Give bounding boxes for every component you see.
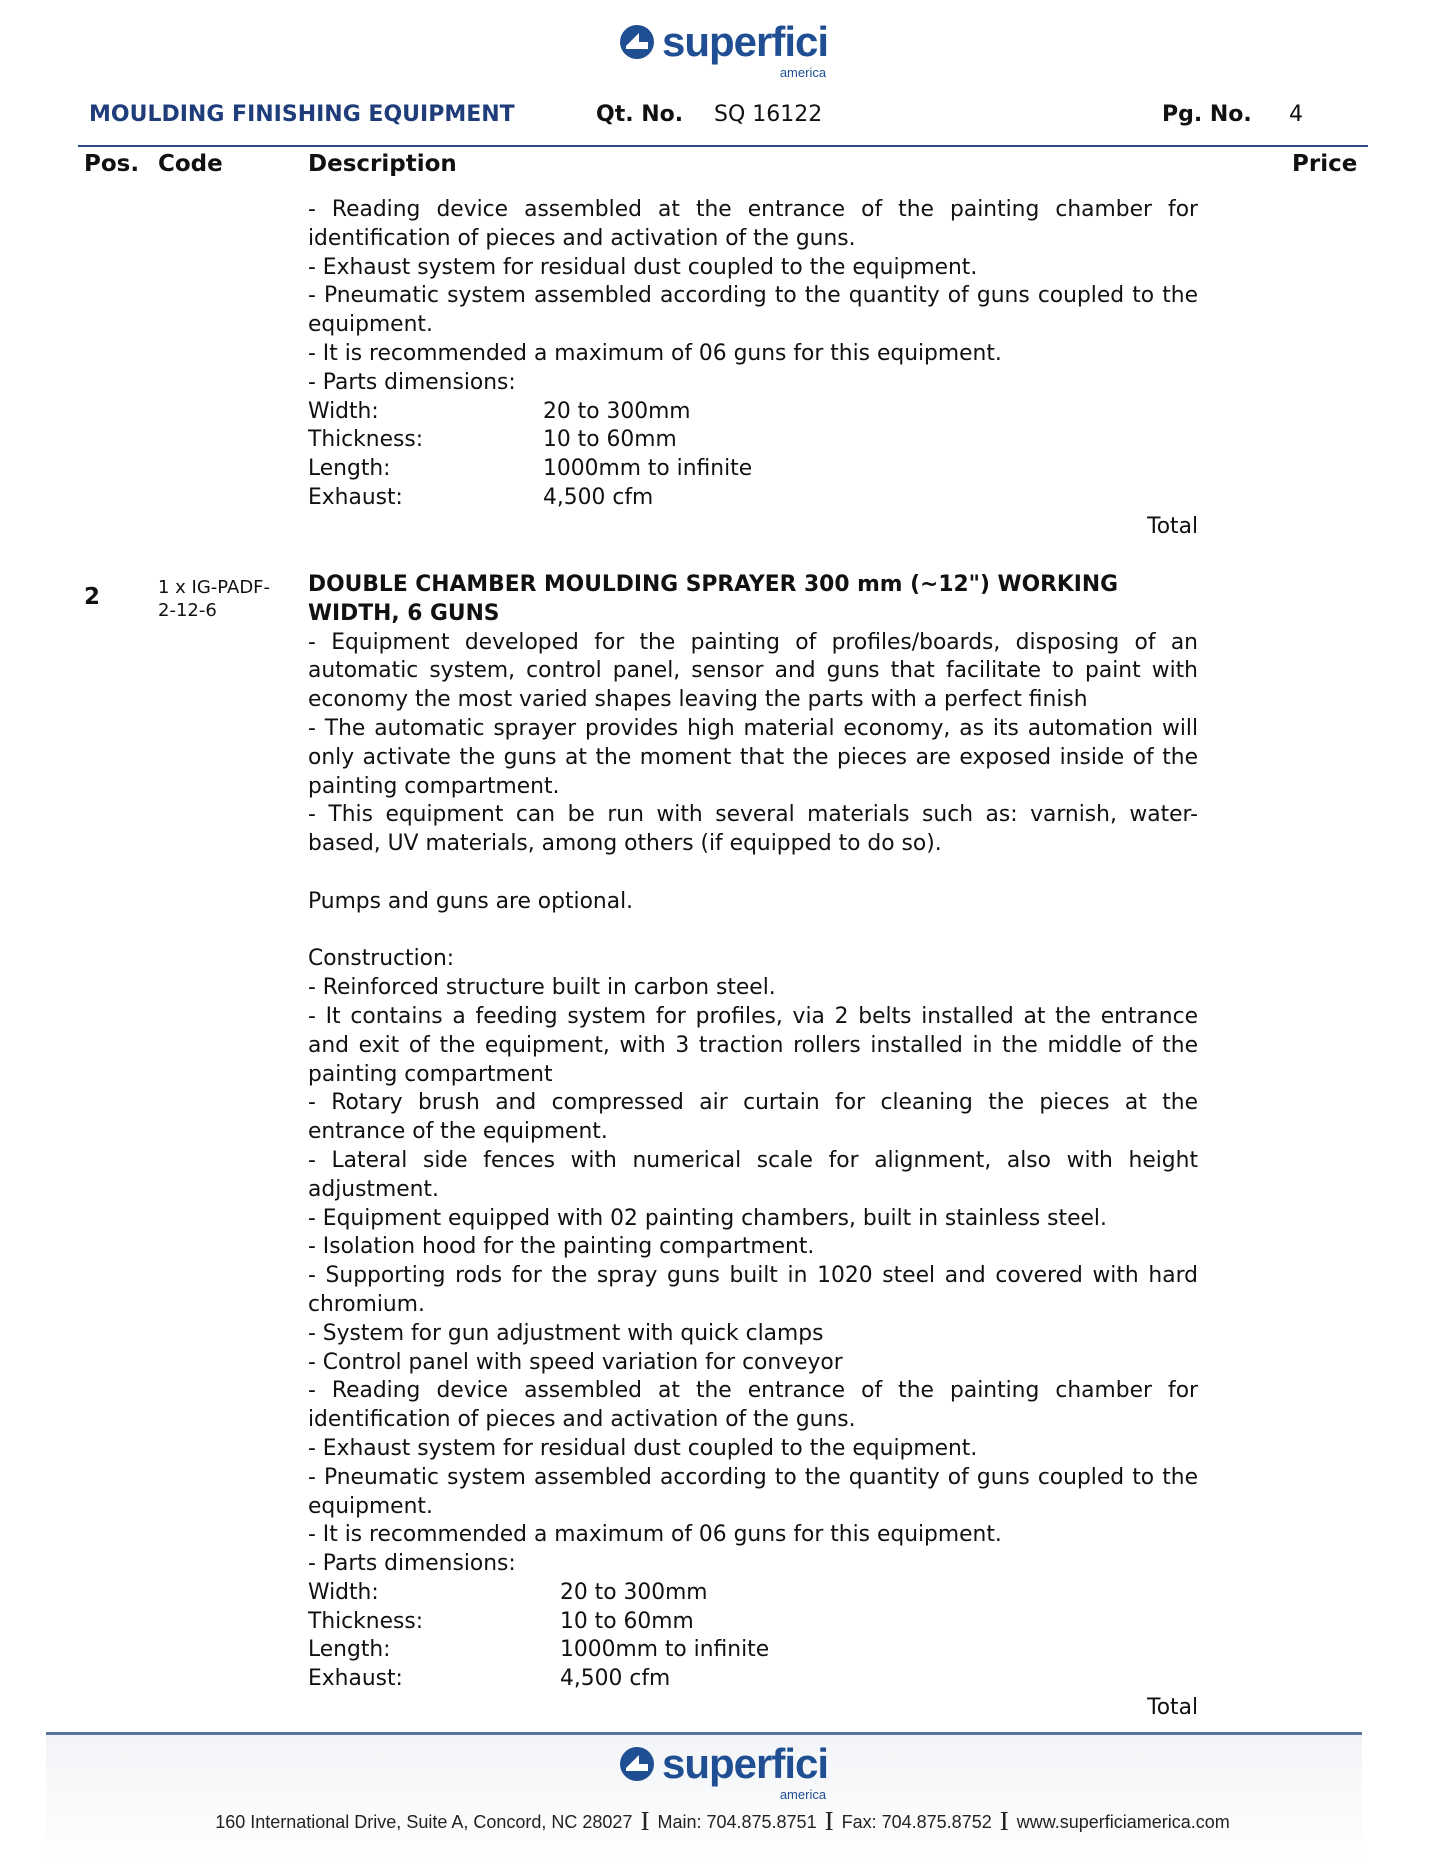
dimension-row (308, 1579, 1198, 1608)
dimension-row (308, 484, 1198, 513)
total-label: Total (1147, 1695, 1198, 1721)
description-line: - This equipment can be run with several materials such as: varnish, water-based, UV materials, among others (if equipped to do so). (308, 802, 1198, 857)
separator: I (999, 1806, 1009, 1836)
pumps-note: Pumps and guns are optional. (308, 888, 634, 914)
description-line: - Reading device assembled at the entrance of the painting chamber for identification of pieces and activation of the guns. (308, 197, 1198, 251)
logo-wordmark: superfici (662, 18, 829, 65)
header-logo (0, 18, 1445, 80)
construction-line: - Control panel with speed variation for conveyor (308, 1349, 843, 1375)
logo-subtitle: america (779, 65, 827, 80)
item-code-line: 2-12-6 (158, 600, 217, 621)
dimension-value: 4,500 cfm (560, 1666, 671, 1692)
dimension-value: 4,500 cfm (543, 484, 654, 510)
item-code-line: 1 x IG-PADF- (158, 577, 271, 598)
dimension-value: 10 to 60mm (560, 1608, 694, 1634)
description-line: - The automatic sprayer provides high material economy, as its automation will only activate the guns at the moment that the pieces are exposed inside of the painting compartment. (308, 715, 1198, 799)
footer-fax: Fax: 704.875.8752 (841, 1812, 992, 1832)
item-position: 2 (84, 584, 101, 610)
superfici-logo-icon (617, 1744, 657, 1784)
dimension-value: 10 to 60mm (543, 427, 677, 453)
total-label: Total (1147, 513, 1198, 539)
dimension-row (308, 398, 1198, 427)
logo-subtitle: america (779, 1787, 827, 1802)
construction-line: - Supporting rods for the spray guns built in 1020 steel and covered with hard chromium. (308, 1263, 1198, 1317)
description-line: - Parts dimensions: (308, 369, 516, 395)
footer-website[interactable]: www.superficiamerica.com (1016, 1812, 1230, 1832)
construction-line: - It is recommended a maximum of 06 guns for this equipment. (308, 1522, 1002, 1548)
construction-line: - It contains a feeding system for profiles, via 2 belts installed at the entrance and exit of the equipment, with 3 traction rollers installed in the middle of the painting compartment (308, 1003, 1198, 1087)
construction-line: - Exhaust system for residual dust coupled to the equipment. (308, 1435, 978, 1461)
dimension-label: Length: (308, 456, 391, 482)
construction-line: - Reinforced structure built in carbon steel. (308, 975, 776, 1001)
construction-line: - Lateral side fences with numerical scale for alignment, also with height adjustment. (308, 1147, 1198, 1202)
construction-line: - Equipment equipped with 02 painting chambers, built in stainless steel. (308, 1205, 1107, 1231)
continued-description (308, 196, 1198, 542)
separator: I (824, 1806, 834, 1836)
dimension-label: Exhaust: (308, 1666, 403, 1692)
construction-line: - Parts dimensions: (308, 1551, 516, 1577)
dimension-value: 1000mm to infinite (560, 1637, 770, 1663)
dimension-label: Exhaust: (308, 484, 403, 510)
dimension-row (308, 426, 1198, 455)
logo-wordmark: superfici (662, 1740, 829, 1787)
dimension-label: Width: (308, 1579, 379, 1605)
footer-logo (0, 1740, 1445, 1802)
construction-line: - Reading device assembled at the entrance of the painting chamber for identification of pieces and activation of the guns. (308, 1378, 1198, 1433)
item-title: DOUBLE CHAMBER MOULDING SPRAYER 300 mm (~12") WORKING WIDTH, 6 GUNS (308, 572, 1119, 626)
description-line: - Pneumatic system assembled according to the quantity of guns coupled to the equipment. (308, 283, 1198, 338)
quote-number-value: SQ 16122 (714, 102, 823, 127)
dimension-value: 20 to 300mm (543, 398, 691, 424)
dimension-row (308, 1665, 1198, 1694)
dimension-label: Length: (308, 1637, 391, 1663)
construction-line: - Rotary brush and compressed air curtain for cleaning the pieces at the entrance of the equipment. (308, 1090, 1198, 1145)
item-code (158, 576, 298, 622)
document-title: MOULDING FINISHING EQUIPMENT (89, 102, 515, 127)
construction-line: - System for gun adjustment with quick clamps (308, 1320, 824, 1346)
column-header-price: Price (1292, 151, 1358, 177)
separator: I (640, 1806, 650, 1836)
item-description (308, 571, 1198, 1723)
description-line: - Exhaust system for residual dust coupled to the equipment. (308, 254, 978, 280)
dimension-label: Thickness: (308, 427, 424, 453)
header-divider (78, 145, 1368, 147)
description-line: - It is recommended a maximum of 06 guns for this equipment. (308, 340, 1002, 366)
page-number-value: 4 (1289, 102, 1303, 127)
dimension-value: 1000mm to infinite (543, 456, 753, 482)
spacer (308, 917, 1198, 946)
footer-phone: Main: 704.875.8751 (657, 1812, 817, 1832)
footer-address: 160 International Drive, Suite A, Concord, NC 28027 (215, 1812, 633, 1832)
column-header-code: Code (158, 151, 223, 177)
construction-label: Construction: (308, 946, 455, 972)
dimension-label: Thickness: (308, 1608, 424, 1634)
spacer (308, 859, 1198, 888)
column-header-pos: Pos. (84, 151, 140, 177)
description-line: - Equipment developed for the painting of profiles/boards, disposing of an automatic system, control panel, sensor and guns that facilitate to paint with economy the most varied shapes leaving the parts with a perfect finish (308, 629, 1198, 713)
construction-line: - Pneumatic system assembled according to the quantity of guns coupled to the equipment. (308, 1464, 1198, 1519)
dimension-value: 20 to 300mm (560, 1579, 708, 1605)
superfici-logo-icon (617, 22, 657, 62)
construction-line: - Isolation hood for the painting compartment. (308, 1234, 815, 1260)
dimension-row (308, 1636, 1198, 1665)
dimension-row (308, 1608, 1198, 1637)
dimension-label: Width: (308, 398, 379, 424)
dimension-row (308, 455, 1198, 484)
column-header-description: Description (308, 151, 457, 177)
quote-number-label: Qt. No. (596, 102, 684, 127)
page-number-label: Pg. No. (1162, 102, 1252, 127)
footer-divider (46, 1732, 1362, 1735)
footer-contact (0, 1804, 1445, 1835)
